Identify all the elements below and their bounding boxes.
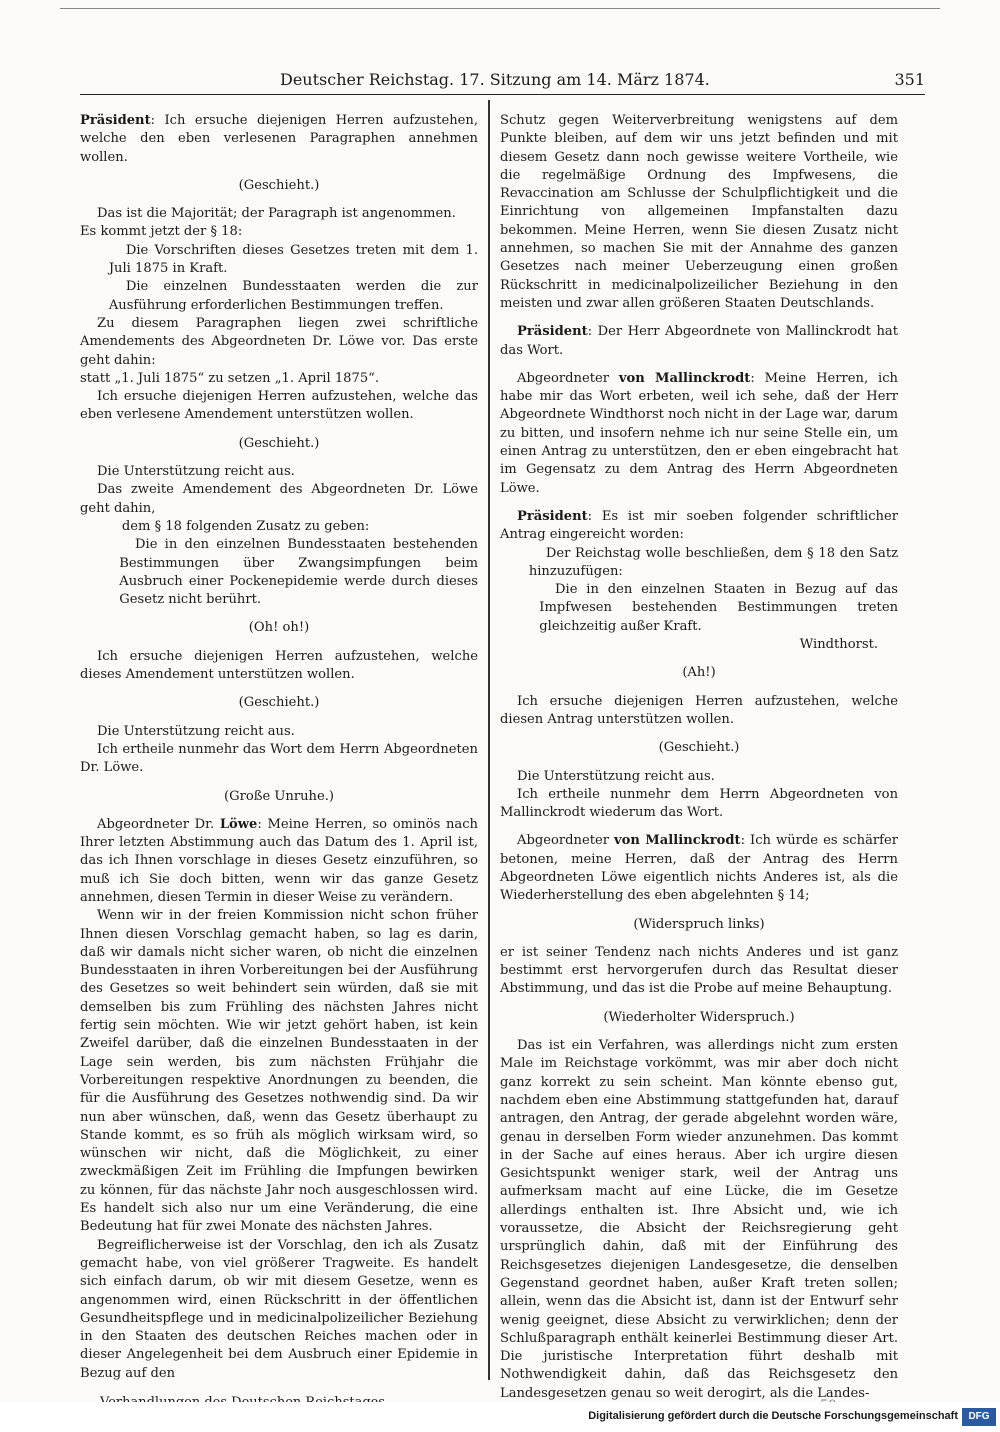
page-number: 351 [894,70,925,89]
left-paragraph: (Große Unruhe.) [224,788,334,804]
right-paragraph: Die Unterstützung reicht aus. [517,768,715,784]
left-paragraph: Die in den einzelnen Bundesstaaten bestehenden Bestimmungen über Zwangsimpfungen beim Ausbruch einer Pockenepidemie werde durch dieses Gesetz nicht berührt. [119,537,478,608]
left-column [80,112,478,1383]
right-paragraph: Ich ersuche diejenigen Herren aufzustehen, welche diesen Antrag unterstützen wollen. [500,693,898,727]
left-paragraph: Zu diesem Paragraphen liegen zwei schriftliche Amendements des Abgeordneten Dr. Löwe vor. Das erste geht dahin: [80,315,478,368]
left-paragraph: dem § 18 folgenden Zusatz zu geben: [121,518,370,534]
left-paragraph: Das ist die Majorität; der Paragraph ist angenommen. [97,206,456,222]
right-paragraph: Windthorst. [799,637,878,653]
left-paragraph: Es kommt jetzt der § 18: [80,224,243,240]
right-paragraph: Das ist ein Verfahren, was allerdings nicht zum ersten Male im Reichstage vorkömmt, was mir aber doch nicht ganz korrekt zu sein scheint. Man könnte ebenso gut, nachdem eben eine Abstimmung stattgefunden hat, darauf antragen, den Antrag, der gerade abgelehnt worden wäre, genau in derselben Form wieder anzunehmen. Das kommt in der Sache auf eines heraus. Aber ich urgire diesen Gesichtspunkt weniger stark, weil der Antrag uns aufmerksam macht auf eine Lücke, die im Gesetze allerdings enthalten ist. Ihre Absicht und, wie ich voraussetze, die Absicht der Reichsregierung geht ursprünglich dahin, daß mit der Einführung des Reichsgesetzes diejenigen Landesgesetze, die denselben Gegenstand geordnet haben, außer Kraft treten sollen; allein, wenn das die Absicht ist, dann ist der Entwurf sehr wenig geeignet, diese Absicht zu verwirklichen; denn der Schlußparagraph enthält keinerlei Bestimmung dieser Art. Die juristische Interpretation führt deshalb mit Nothwendigkeit dahin, daß das Reichsgesetz den Landesgesetzen genau so weit derogirt, als die Landes- [500,1038,898,1401]
right-paragraph: Präsident: Es ist mir soeben folgender schriftlicher Antrag eingereicht worden: [500,508,898,543]
right-paragraph: Die in den einzelnen Staaten in Bezug auf das Impfwesen bestehenden Bestimmungen treten gleichzeitig außer Kraft. [539,582,898,634]
left-paragraph: Das zweite Amendement des Abgeordneten Dr. Löwe geht dahin, [80,482,478,516]
column-divider [488,100,490,1380]
left-paragraph: Die Vorschriften dieses Gesetzes treten mit dem 1. Juli 1875 in Kraft. [108,242,478,277]
right-paragraph: (Geschieht.) [658,740,740,756]
right-paragraph: Abgeordneter von Mallinckrodt: Ich würde es schärfer betonen, meine Herren, daß der Antrag des Herrn Abgeordneten Löwe eigentlich nichts Anderes ist, als die Wiederherstellung des eben abgelehnten § 14; [500,833,898,904]
left-paragraph: Begreiflicherweise ist der Vorschlag, den ich als Zusatz gemacht habe, von viel größerer Tragweite. Es handelt sich einfach darum, ob wir mit diesem Gesetze, wenn es angenommen wird, einen Rückschritt in der öffentlichen Gesundheitspflege und in medicinalpolizeilicher Beziehung in den Staaten des deutschen Reiches machen oder in dieser Angelegenheit bei dem Ausbruch einer Epidemie in Bezug auf den [80,1237,478,1381]
right-paragraph: (Ah!) [682,665,716,681]
left-paragraph: Abgeordneter Dr. Löwe: Meine Herren, so ominös nach Ihrer letzten Abstimmung auch das Datum des 1. April ist, das ich Ihnen vorschlage in dieses Gesetz einzuführen, so muß ich Sie doch bitten, wenn wir das ganze Gesetz annehmen, diesen Termin in dieser Weise zu verändern. [80,816,478,905]
left-paragraph: (Geschieht.) [238,695,320,711]
left-paragraph: statt „1. Juli 1875“ zu setzen „1. April 1875“. [80,370,380,386]
left-paragraph: Die Unterstützung reicht aus. [97,464,295,480]
top-edge-line [60,8,940,9]
left-paragraph: Wenn wir in der freien Kommission nicht schon früher Ihnen diesen Vorschlag gemacht haben, so lag es darin, daß wir damals nicht sicher waren, ob nicht die einzelnen Bundesstaaten in ihren Vorbereitungen bei der Ausführung des Gesetzes so weit behindert sein würden, daß sie mit demselben bis zum Frühling des nächsten Jahres nicht fertig sein möchten. Wie wir jetzt gehört haben, ist kein Zweifel darüber, daß die einzelnen Bundesstaaten in der Lage sein werden, bis zum nächsten Frühjahr die Vorbereitungen respektive Anordnungen zu beenden, die für die Ausführung des Gesetzes nothwendig sind. Da wir nun aber wünschen, daß, wenn das Gesetz überhaupt zu Stande kommt, es so früh als möglich wirksam wird, so wünschen wir nicht, daß die Möglichkeit, zu einer zweckmäßigen Zeit im Frühling die Impfungen bewirken zu können, für das nächste Jahr noch ausgeschlossen wird. Es handelt sich also nur um eine Veränderung, die eine Bedeutung hat für zwei Monate des nächsten Jahres. [80,908,478,1235]
dfg-logo: DFG [962,1408,996,1426]
header-title: Deutscher Reichstag. 17. Sitzung am 14. März 1874. [280,70,710,89]
left-paragraph: Präsident: Ich ersuche diejenigen Herren aufzustehen, welche den eben verlesenen Paragraphen annehmen wollen. [80,113,478,165]
left-paragraph: Ich ertheile nunmehr das Wort dem Herrn Abgeordneten Dr. Löwe. [80,741,478,776]
right-paragraph: er ist seiner Tendenz nach nichts Anderes und ist ganz bestimmt erst hervorgerufen durch das Resultat dieser Abstimmung, und das ist die Probe auf meine Behauptung. [500,944,898,997]
right-paragraph: Abgeordneter von Mallinckrodt: Meine Herren, ich habe mir das Wort erbeten, weil ich sehe, daß der Herr Abgeordnete Windthorst noch nicht in der Lage war, darum zu bitten, und insofern nehme ich nur seine Stelle ein, um einen Antrag zu unterstützen, den er eben eingebracht hat im Gegensatz zu dem Antrag des Herrn Abgeordneten Löwe. [500,370,898,496]
right-paragraph: (Widerspruch links) [633,916,765,932]
right-paragraph: (Wiederholter Widerspruch.) [603,1009,795,1025]
dfg-banner [0,1402,1000,1432]
left-paragraph: (Geschieht.) [238,177,320,193]
dfg-credit: Digitalisierung gefördert durch die Deutsche Forschungsgemeinschaft [588,1410,958,1422]
left-paragraph: (Oh! oh!) [248,620,310,636]
right-column [500,112,898,1403]
right-paragraph: Schutz gegen Weiterverbreitung wenigstens auf dem Punkte bleiben, auf dem wir uns jetzt befinden und mit diesem Gesetz dann noch gewisse weitere Vortheile, wie die regelmäßige Ordnung des Impfwesens, die Revaccination am Schlusse der Schulpflichtigkeit und die Einrichtung von allgemeinen Impfanstalten dazu bekommen. Meine Herren, wenn Sie diesen Zusatz nicht annehmen, so machen Sie mit der Annahme des ganzen Gesetzes nach meiner Ueberzeugung einen großen Rückschritt in medicinalpolizeilicher Beziehung in den meisten und zwar allen größeren Staaten Deutschlands. [500,113,898,311]
page-header [80,68,925,95]
left-paragraph: Die Unterstützung reicht aus. [97,723,295,739]
left-paragraph: Ich ersuche diejenigen Herren aufzustehen, welche dieses Amendement unterstützen wollen. [80,648,478,683]
left-paragraph: Ich ersuche diejenigen Herren aufzustehen, welche das eben verlesene Amendement unterstützen wollen. [80,389,478,423]
right-paragraph: Präsident: Der Herr Abgeordnete von Mallinckrodt hat das Wort. [500,324,898,358]
left-paragraph: Die einzelnen Bundesstaaten werden die zur Ausführung erforderlichen Bestimmungen treffen. [108,279,478,313]
right-paragraph: Der Reichstag wolle beschließen, dem § 18 den Satz hinzuzufügen: [528,545,898,579]
left-paragraph: (Geschieht.) [238,435,320,451]
right-paragraph: Ich ertheile nunmehr dem Herrn Abgeordneten von Mallinckrodt wiederum das Wort. [500,786,898,821]
